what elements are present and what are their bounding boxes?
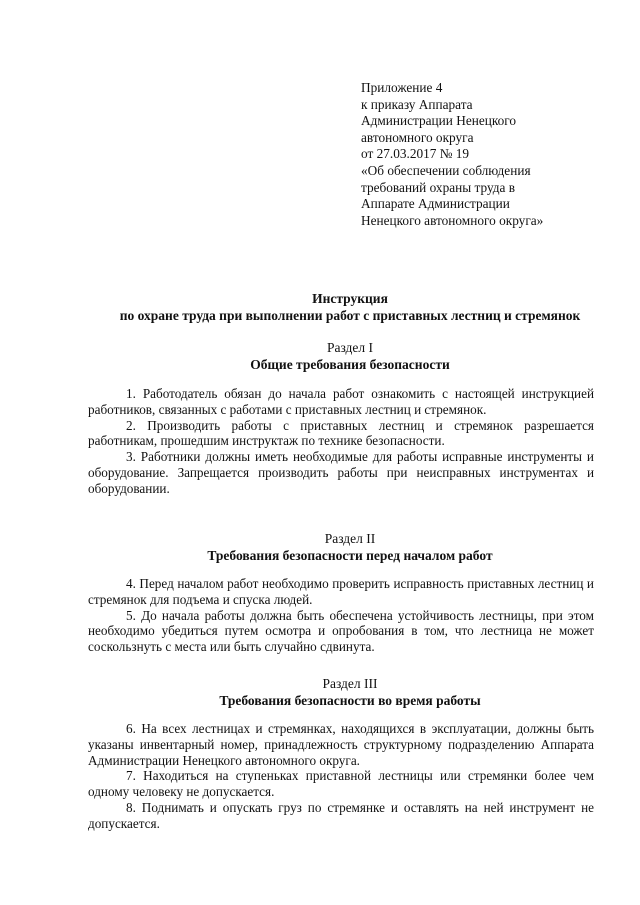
appendix-line: Ненецкого автономного округа» bbox=[361, 212, 544, 228]
section-1-heading: Общие требования безопасности bbox=[250, 357, 450, 372]
appendix-block bbox=[361, 80, 611, 229]
appendix-line: Аппарате Администрации bbox=[361, 196, 510, 212]
section-3-heading: Требования безопасности во время работы bbox=[219, 693, 481, 708]
section-2-body bbox=[88, 576, 594, 655]
document-title-line2: по охране труда при выполнении работ с приставных лестниц и стремянок bbox=[119, 308, 581, 323]
appendix-line: требований охраны труда в bbox=[361, 179, 516, 195]
section-3-label: Раздел III bbox=[322, 676, 378, 691]
section-2-label: Раздел II bbox=[324, 531, 376, 546]
section-2-heading: Требования безопасности перед началом работ bbox=[207, 548, 493, 563]
appendix-line: Приложение 4 bbox=[361, 80, 443, 95]
paragraph: 8. Поднимать и опускать груз по стремянке и оставлять на ней инструмент не допускается. bbox=[88, 799, 594, 831]
section-3-body bbox=[88, 721, 594, 832]
paragraph: 4. Перед началом работ необходимо проверить исправность приставных лестниц и стремянок для подъема и спуска людей. bbox=[88, 576, 594, 607]
paragraph: 2. Производить работы с приставных лестниц и стремянок разрешается работникам, прошедшим инструктаж по технике безопасности. bbox=[88, 417, 594, 449]
paragraph: 6. На всех лестницах и стремянках, находящихся в эксплуатации, должны быть указаны инвентарный номер, принадлежность структурному подразделению Аппарата Администрации Ненецкого автономного округа. bbox=[88, 721, 594, 768]
appendix-line: к приказу Аппарата bbox=[361, 96, 473, 112]
paragraph: 7. Находиться на ступеньках приставной лестницы или стремянки более чем одному человеку не допускается. bbox=[88, 768, 594, 800]
appendix-line: Администрации Ненецкого bbox=[361, 113, 517, 129]
appendix-line: от 27.03.2017 № 19 bbox=[361, 146, 470, 162]
section-1-label: Раздел I bbox=[326, 340, 374, 355]
appendix-line: автономного округа bbox=[361, 129, 474, 145]
document-title-line1: Инструкция bbox=[312, 291, 388, 306]
section-1-body bbox=[88, 386, 594, 497]
document-title bbox=[60, 290, 640, 324]
paragraph: 3. Работники должны иметь необходимые для работы исправные инструменты и оборудование. Запрещается производить работы при неисправных инструментах и оборудовании. bbox=[88, 449, 594, 496]
paragraph: 1. Работодатель обязан до начала работ ознакомить с настоящей инструкцией работников, связанных с работами с приставных лестниц и стремянок. bbox=[88, 386, 594, 417]
paragraph: 5. До начала работы должна быть обеспечена устойчивость лестницы, при этом необходимо убедиться путем осмотра и опробования в том, что лестница не может соскользнуть с места или быть случайно сдвинута. bbox=[88, 607, 594, 655]
appendix-line: «Об обеспечении соблюдения bbox=[361, 162, 531, 178]
